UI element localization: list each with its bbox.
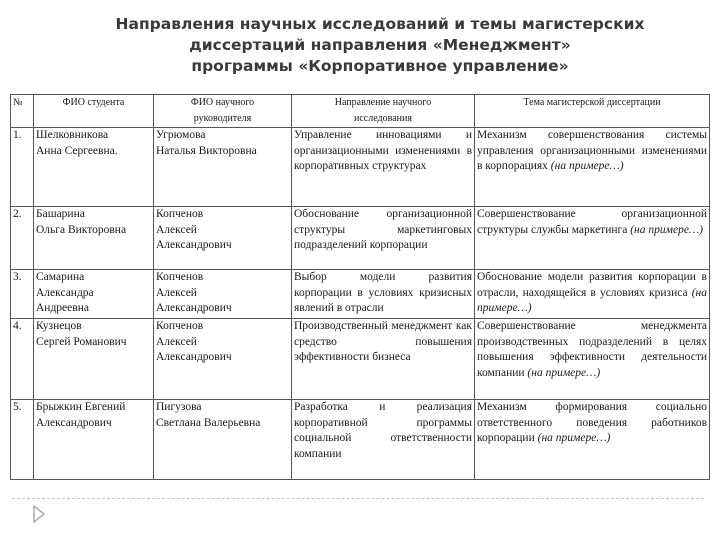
thesis-topic-text: Механизм совершенствования системы управления организационными изменениями в корпорациях (477, 129, 707, 172)
supervisor-name-line: Алексей (156, 286, 197, 299)
supervisor-name-line: Угрюмова (156, 129, 206, 141)
header-direction-line2: исследования (354, 113, 412, 124)
research-direction: Разработка и реализация корпоративной программы социальной ответственности компании (292, 400, 475, 480)
row-num: 2. (11, 207, 34, 270)
supervisor-name-line: Копченов (156, 208, 204, 220)
table-row (11, 270, 710, 319)
header-supervisor-line2: руководителя (193, 113, 252, 124)
supervisor-name (154, 128, 292, 207)
research-direction: Производственный менеджмент как средство повышения эффективности бизнеса (292, 319, 475, 400)
supervisor-name-line: Александрович (156, 302, 232, 314)
student-name-line: Кузнецов (36, 320, 82, 332)
table-row (11, 319, 710, 400)
thesis-topic-example: (на примере…) (527, 366, 601, 379)
thesis-topic (475, 207, 710, 270)
student-name-line: Самарина (36, 271, 85, 283)
student-name-line: Александрович (36, 416, 112, 429)
supervisor-name (154, 207, 292, 270)
table-row (11, 400, 710, 480)
footer-divider (12, 498, 704, 499)
header-supervisor-line1: ФИО научного (190, 97, 255, 108)
row-num: 1. (11, 128, 34, 207)
next-slide-arrow-icon[interactable] (32, 505, 46, 523)
supervisor-name-line: Алексей (156, 223, 197, 236)
student-name-line: Ольга Викторовна (36, 223, 127, 236)
supervisor-name-line: Наталья Викторовна (156, 144, 257, 157)
header-num: № (11, 95, 34, 128)
title-line: Направления научных исследований и темы магистерских (115, 15, 645, 33)
supervisor-name-line: Алексей (156, 335, 197, 348)
title-line: программы «Корпоративное управление» (191, 57, 569, 75)
supervisor-name-line: Пигузова (156, 401, 202, 413)
row-num: 3. (11, 270, 34, 319)
supervisor-name-line: Светлана Валерьевна (156, 416, 261, 429)
student-name (34, 400, 154, 480)
thesis-topic-example: (на примере…) (477, 286, 708, 314)
research-direction: Управление инновациями и организационными изменениями в корпоративных структурах (292, 128, 475, 207)
student-name-line: Сергей Романович (36, 335, 127, 348)
thesis-topic-text: Механизм формирования социально ответственного поведения работников корпорации (477, 401, 707, 444)
thesis-topic-text: Совершенствование менеджмента производственных подразделений в целях повышения эффективности деятельности компании (477, 320, 707, 379)
table-row (11, 207, 710, 270)
thesis-topic (475, 128, 710, 207)
header-direction-line1: Направление научного (334, 97, 432, 108)
student-name (34, 319, 154, 400)
thesis-topic (475, 270, 710, 319)
student-name-line: Андреевна (36, 302, 89, 314)
supervisor-name (154, 319, 292, 400)
supervisor-name-line: Копченов (156, 320, 204, 332)
student-name-line: Брыжкин Евгений (36, 401, 126, 413)
supervisor-name-line: Копченов (156, 271, 204, 283)
thesis-topic-example: (на примере…) (550, 160, 624, 172)
student-name (34, 270, 154, 319)
table-row (11, 128, 710, 207)
thesis-topic-example: (на примере…) (537, 432, 611, 444)
research-direction: Выбор модели развития корпорации в условиях кризисных явлений в отрасли (292, 270, 475, 319)
student-name-line: Шелковникова (36, 129, 109, 141)
title-line: диссертаций направления «Менеджмент» (189, 36, 571, 54)
thesis-topic (475, 319, 710, 400)
header-supervisor (154, 95, 292, 128)
topics-table (10, 94, 710, 480)
thesis-topic-example: (на примере…) (630, 223, 703, 236)
supervisor-name-line: Александрович (156, 239, 232, 251)
student-name (34, 207, 154, 270)
slide-title (40, 14, 720, 77)
research-direction: Обоснование организационной структуры маркетинговых подразделений корпорации (292, 207, 475, 270)
header-row (11, 95, 710, 128)
supervisor-name-line: Александрович (156, 351, 232, 363)
header-student: ФИО студента (34, 95, 154, 128)
row-num: 5. (11, 400, 34, 480)
student-name (34, 128, 154, 207)
student-name-line: Анна Сергеевна. (36, 144, 118, 157)
supervisor-name (154, 400, 292, 480)
supervisor-name (154, 270, 292, 319)
thesis-topic-text: Совершенствование организационной структуры службы маркетинга (477, 208, 707, 236)
header-direction (292, 95, 475, 128)
header-topic: Тема магистерской диссертации (475, 95, 710, 128)
student-name-line: Александра (36, 286, 94, 299)
student-name-line: Башарина (36, 208, 85, 220)
row-num: 4. (11, 319, 34, 400)
thesis-topic-text: Обоснование модели развития корпорации в отрасли, находящейся в условиях кризиса (477, 271, 707, 299)
thesis-topic (475, 400, 710, 480)
